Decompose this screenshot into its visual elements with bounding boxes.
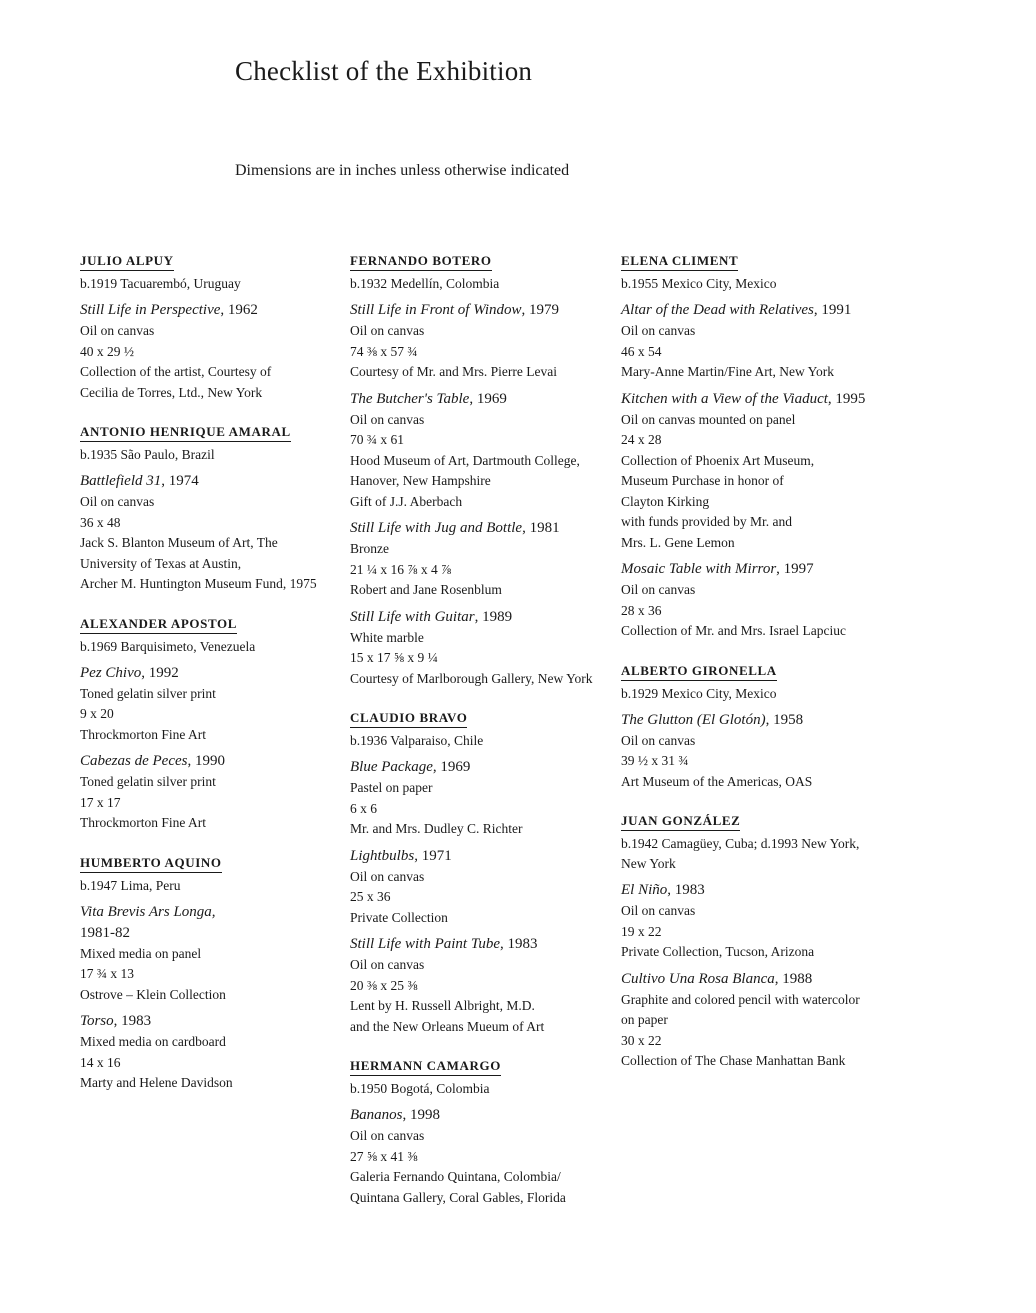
artwork-separator: , (469, 390, 477, 407)
artwork-detail: Oil on canvas (350, 957, 425, 972)
artwork-detail: Oil on canvas (621, 732, 696, 748)
artwork-detail: 21 ¼ x 16 ⅞ x 4 ⅞ (350, 561, 452, 577)
artwork-title: Bananos (350, 1107, 403, 1123)
artwork-detail: Oil on canvas (80, 494, 155, 509)
artwork-heading (621, 559, 886, 580)
artwork-separator: , (765, 711, 774, 728)
artwork-entry (80, 902, 335, 1006)
artwork-detail: 39 ½ x 31 ¾ (621, 753, 689, 768)
artwork-heading (80, 902, 335, 923)
page-subtitle: Dimensions are in inches unless otherwise indicated (235, 162, 570, 179)
artwork-separator: , (402, 1107, 410, 1123)
artwork-detail: Hanover, New Hampshire (350, 473, 491, 488)
artwork-detail: Gift of J.J. Aberbach (350, 493, 463, 509)
artwork-year: 1983 (507, 936, 538, 952)
artwork-heading (621, 880, 886, 901)
artwork-year: 1969 (440, 759, 471, 775)
artist-bio: b.1969 Barquisimeto, Venezuela (80, 638, 256, 654)
artwork-detail: Courtesy of Mr. and Mrs. Pierre Levai (350, 364, 557, 379)
artwork-detail: Art Museum of the Americas, OAS (621, 773, 813, 789)
artwork-heading (80, 471, 335, 492)
artist-bio: b.1935 São Paulo, Brazil (80, 447, 215, 462)
artwork-detail: 15 x 17 ⅝ x 9 ¼ (350, 650, 438, 665)
artwork-title: Still Life with Guitar (350, 608, 475, 625)
artwork-detail: 36 x 48 (80, 514, 121, 530)
artwork-detail: Oil on canvas (80, 323, 155, 338)
artwork-title: Still Life in Perspective (80, 302, 221, 318)
artwork-detail: Oil on canvas (350, 323, 425, 338)
artwork-title: Torso (80, 1013, 114, 1029)
artwork-detail: Oil on canvas (621, 323, 696, 338)
artwork-detail: Collection of The Chase Manhattan Bank (621, 1053, 846, 1068)
artwork-year: 1981 (529, 520, 560, 536)
artwork-detail: with funds provided by Mr. and (621, 514, 792, 529)
artist-bio: b.1955 Mexico City, Mexico (621, 276, 777, 291)
artist-bio: b.1950 Bogotá, Colombia (350, 1081, 490, 1096)
artist-name: ALBERTO GIRONELLA (621, 663, 777, 681)
artwork-heading (80, 1011, 335, 1032)
artwork-year: 1995 (835, 390, 866, 407)
artwork-detail: Pastel on paper (350, 780, 433, 795)
artist-name: HERMANN CAMARGO (350, 1058, 501, 1076)
artwork-title: El Niño (621, 882, 668, 898)
checklist-column-3 (621, 252, 886, 1092)
artwork-detail: Archer M. Huntington Museum Fund, 1975 (80, 576, 317, 591)
artwork-detail: Mary-Anne Martin/Fine Art, New York (621, 364, 834, 379)
artwork-title: Blue Package (350, 759, 433, 775)
artwork-title: Vita Brevis Ars Longa, (80, 903, 216, 920)
artwork-title: Kitchen with a View of the Viaduct (621, 390, 828, 407)
artwork-detail: Clayton Kirking (621, 493, 710, 509)
artwork-detail: 27 ⅝ x 41 ⅜ (350, 1148, 418, 1164)
artwork-title: Still Life in Front of Window (350, 302, 522, 318)
artwork-entry (350, 1105, 615, 1208)
artwork-year: 1983 (121, 1013, 152, 1029)
page-title: Checklist of the Exhibition (235, 56, 533, 86)
artist-entry (80, 252, 335, 403)
artwork-heading (350, 518, 615, 539)
artwork-heading (350, 1105, 615, 1126)
artwork-detail: Cecilia de Torres, Ltd., New York (80, 384, 263, 400)
artwork-entry (350, 607, 615, 690)
artist-bio-continued: New York (621, 856, 676, 871)
artwork-detail: Ostrove – Klein Collection (80, 986, 226, 1002)
artwork-detail: 46 x 54 (621, 343, 662, 359)
artwork-detail: Graphite and colored pencil with watercolor (621, 991, 860, 1007)
artwork-separator: , (113, 1013, 122, 1029)
artist-entry (80, 423, 335, 595)
artwork-detail: Collection of the artist, Courtesy of (80, 364, 272, 379)
artwork-entry (350, 846, 615, 929)
artist-name: ELENA CLIMENT (621, 253, 738, 271)
artwork-heading (350, 607, 615, 628)
artwork-separator: , (522, 520, 530, 536)
artwork-detail: 70 ¾ x 61 (350, 432, 404, 447)
artwork-detail: Private Collection, Tucson, Arizona (621, 944, 815, 959)
artwork-entry (350, 518, 615, 601)
artwork-entry (80, 1011, 335, 1094)
artwork-detail: Mr. and Mrs. Dudley C. Richter (350, 821, 523, 836)
artwork-title: Mosaic Table with Mirror (621, 561, 777, 577)
artwork-detail: University of Texas at Austin, (80, 555, 242, 571)
artwork-year: 1971 (421, 847, 452, 864)
artist-bio: b.1932 Medellín, Colombia (350, 276, 500, 291)
artwork-year: 1981-82 (80, 924, 130, 941)
artwork-entry (350, 300, 615, 383)
artwork-detail: 20 ⅜ x 25 ⅜ (350, 977, 418, 993)
artwork-separator: , (813, 302, 822, 318)
artist-name: HUMBERTO AQUINO (80, 855, 222, 873)
artwork-detail: Oil on canvas (350, 868, 425, 884)
artwork-separator: , (141, 664, 149, 681)
artist-name: JULIO ALPUY (80, 253, 174, 271)
artwork-detail: and the New Orleans Mueum of Art (350, 1018, 545, 1034)
artwork-detail: Quintana Gallery, Coral Gables, Florida (350, 1189, 566, 1205)
artwork-detail: 40 x 29 ½ (80, 343, 134, 359)
artwork-detail: Galeria Fernando Quintana, Colombia/ (350, 1169, 561, 1184)
artwork-entry (350, 934, 615, 1037)
artwork-title: Lightbulbs (350, 847, 415, 864)
artwork-heading (80, 300, 335, 321)
artwork-entry (621, 969, 886, 1072)
artwork-heading (350, 757, 615, 778)
artwork-detail: Mixed media on cardboard (80, 1034, 226, 1049)
artwork-separator: , (827, 390, 836, 407)
artwork-separator: , (776, 561, 784, 577)
artist-bio: b.1942 Camagüey, Cuba; d.1993 New York, (621, 836, 860, 851)
artwork-detail: Oil on canvas (350, 1128, 425, 1143)
artwork-detail: Jack S. Blanton Museum of Art, The (80, 535, 278, 550)
artist-name: FERNANDO BOTERO (350, 253, 492, 271)
checklist-column-2 (350, 252, 615, 1228)
artwork-separator: , (667, 882, 675, 898)
artwork-heading (621, 969, 886, 990)
artwork-detail: Toned gelatin silver print (80, 774, 216, 789)
checklist-column-1 (80, 252, 335, 1114)
artwork-detail: Collection of Phoenix Art Museum, (621, 452, 815, 468)
artwork-title: Cabezas de Peces (80, 753, 188, 769)
artwork-detail: Collection of Mr. and Mrs. Israel Lapciuc (621, 623, 846, 638)
artwork-detail: on paper (621, 1012, 668, 1027)
artwork-separator: , (474, 608, 483, 625)
artwork-detail: Oil on canvas (621, 903, 696, 918)
artwork-detail: 19 x 22 (621, 923, 662, 939)
artwork-year: 1988 (782, 970, 813, 987)
artwork-heading (621, 300, 886, 321)
artwork-detail: Courtesy of Marlborough Gallery, New York (350, 670, 593, 686)
artwork-separator: , (774, 970, 783, 987)
artwork-entry (350, 389, 615, 513)
artwork-detail: Throckmorton Fine Art (80, 815, 206, 830)
artwork-detail: 17 ¾ x 13 (80, 966, 134, 981)
artwork-detail: Throckmorton Fine Art (80, 726, 206, 742)
artist-entry (350, 709, 615, 1037)
artwork-heading (350, 389, 615, 410)
artwork-heading (80, 663, 335, 684)
artwork-year: 1979 (529, 302, 560, 318)
artwork-detail: Toned gelatin silver print (80, 685, 216, 701)
artwork-heading (350, 934, 615, 955)
artwork-entry (80, 300, 335, 403)
artwork-title: Still Life with Paint Tube (350, 936, 501, 952)
artwork-separator: , (432, 759, 441, 775)
artwork-detail: 6 x 6 (350, 800, 377, 816)
artwork-detail: Lent by H. Russell Albright, M.D. (350, 998, 535, 1013)
artwork-detail: 17 x 17 (80, 794, 121, 810)
artwork-heading (350, 300, 615, 321)
artwork-heading (621, 710, 886, 731)
artwork-entry (621, 880, 886, 963)
artwork-detail: Oil on canvas (350, 411, 425, 427)
artwork-detail: 25 x 36 (350, 889, 391, 904)
artwork-separator: , (521, 302, 530, 318)
artwork-detail: Mrs. L. Gene Lemon (621, 534, 735, 550)
artwork-detail: Oil on canvas mounted on panel (621, 411, 796, 427)
artwork-year: 1997 (783, 561, 814, 577)
artwork-year: 1958 (773, 711, 804, 728)
artwork-detail: Private Collection (350, 909, 448, 925)
artwork-year: 1991 (821, 302, 852, 318)
artwork-detail: 14 x 16 (80, 1054, 121, 1070)
artwork-entry (80, 471, 335, 595)
artist-name: JUAN GONZÁLEZ (621, 813, 740, 831)
artwork-detail: Bronze (350, 541, 389, 556)
artwork-year: 1962 (227, 302, 258, 318)
artwork-title: The Butcher's Table (350, 390, 470, 407)
artist-entry (621, 662, 886, 793)
artwork-year: 1974 (168, 473, 199, 489)
artwork-detail: Mixed media on panel (80, 945, 202, 961)
artist-entry (621, 252, 886, 642)
artwork-separator: , (161, 473, 169, 489)
artwork-year: 1969 (476, 390, 507, 407)
artwork-detail: 30 x 22 (621, 1032, 662, 1048)
artist-entry (350, 252, 615, 689)
artwork-title: Battlefield 31 (80, 473, 162, 489)
artwork-separator: , (500, 936, 508, 952)
artist-bio: b.1929 Mexico City, Mexico (621, 685, 777, 701)
artwork-detail: Marty and Helene Davidson (80, 1075, 233, 1090)
artwork-entry (621, 559, 886, 642)
artwork-title: Still Life with Jug and Bottle (350, 520, 523, 536)
artwork-title: Cultivo Una Rosa Blanca (621, 970, 775, 987)
artist-bio: b.1919 Tacuarembó, Uruguay (80, 276, 241, 291)
artwork-detail: 9 x 20 (80, 706, 114, 721)
artwork-year: 1990 (194, 753, 225, 769)
artwork-entry (621, 389, 886, 554)
artwork-detail: 74 ⅜ x 57 ¾ (350, 343, 418, 359)
artist-name: ANTONIO HENRIQUE AMARAL (80, 424, 291, 442)
artwork-separator: , (220, 302, 228, 318)
artwork-year: 1992 (148, 664, 179, 681)
artwork-detail: 28 x 36 (621, 602, 662, 618)
artwork-title: Altar of the Dead with Relatives (621, 302, 814, 318)
artwork-separator: , (414, 847, 422, 864)
artwork-year: 1983 (674, 882, 705, 898)
artist-bio: b.1936 Valparaiso, Chile (350, 733, 484, 748)
artwork-year: 1998 (410, 1107, 440, 1123)
artwork-detail: White marble (350, 629, 424, 645)
artist-bio: b.1947 Lima, Peru (80, 877, 181, 893)
artwork-separator: , (187, 753, 195, 769)
artwork-title: Pez Chivo (80, 664, 142, 681)
artwork-title: The Glutton (El Glotón) (621, 711, 766, 728)
artwork-heading (621, 389, 886, 410)
artwork-detail: 24 x 28 (621, 432, 662, 447)
artist-entry (350, 1057, 615, 1208)
artwork-heading (80, 751, 335, 772)
artwork-entry (621, 710, 886, 793)
artwork-detail: Museum Purchase in honor of (621, 473, 784, 488)
artwork-entry (80, 663, 335, 746)
artwork-entry (350, 757, 615, 840)
artwork-detail: Hood Museum of Art, Dartmouth College, (350, 452, 580, 468)
artist-name: ALEXANDER APOSTOL (80, 616, 237, 634)
artist-name: CLAUDIO BRAVO (350, 710, 467, 728)
artwork-detail: Oil on canvas (621, 582, 696, 597)
artwork-detail: Robert and Jane Rosenblum (350, 582, 502, 597)
artist-entry (80, 854, 335, 1094)
artwork-year: 1989 (482, 608, 513, 625)
artwork-heading (350, 846, 615, 867)
artist-entry (80, 615, 335, 834)
artwork-entry (621, 300, 886, 383)
artist-entry (621, 812, 886, 1072)
artwork-entry (80, 751, 335, 834)
